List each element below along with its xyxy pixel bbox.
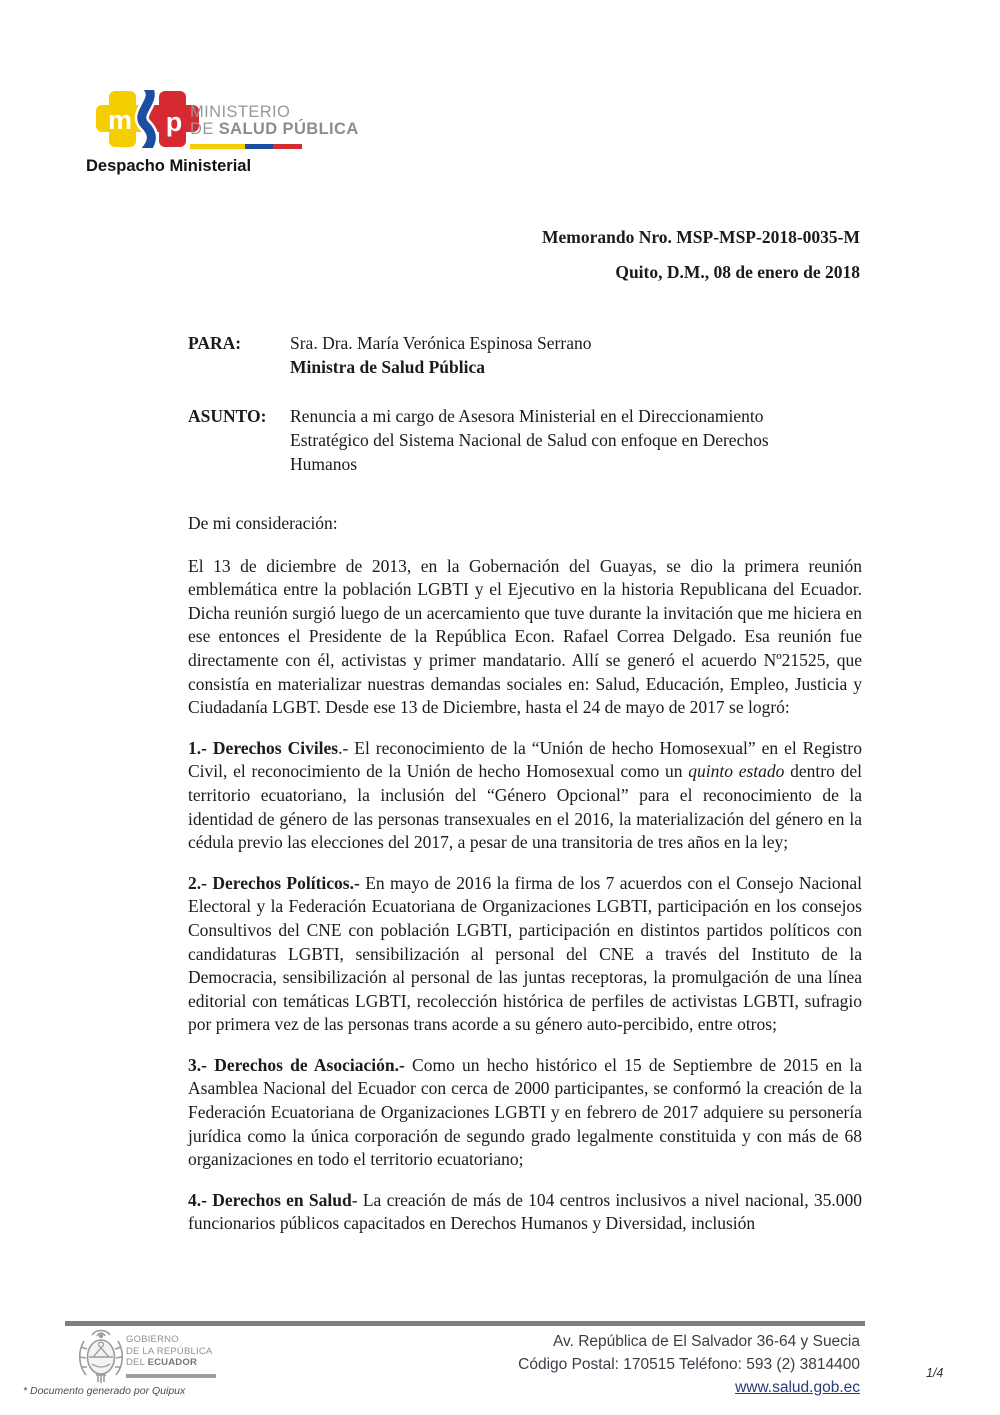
footer-postal-phone: Código Postal: 170515 Teléfono: 593 (2) 3814400 — [518, 1356, 860, 1373]
gov-line2: DE LA REPÚBLICA — [126, 1345, 213, 1357]
gov-line3: DEL ECUADOR — [126, 1357, 198, 1368]
msp-logo-icon — [95, 90, 200, 148]
recipient-name: Sra. Dra. María Verónica Espinosa Serrano — [290, 333, 592, 353]
ministry-brand — [95, 90, 359, 148]
ecuador-flag-stripe — [190, 144, 302, 149]
ecuador-coat-of-arms-icon — [72, 1327, 130, 1385]
paragraph-derechos-asociacion: 3.- Derechos de Asociación.- Como un hecho histórico el 15 de Septiembre de 2015 en la Asamblea Nacional del Ecuador con cerca de 2000 participantes, se conformó la creación de la Federación Ecuatoriana de Organizaciones LGBTI y en febrero de 2017 adquiere su personería jurídica como la única corporación de segundo grado legalmente constituida y con más de 68 organizaciones en todo el territorio ecuatoriano; — [188, 1054, 862, 1170]
para-row — [188, 331, 868, 379]
footer-divider — [65, 1321, 865, 1326]
para-label: PARA: — [188, 333, 242, 353]
government-wordmark — [126, 1334, 216, 1378]
memo-body — [188, 512, 862, 1253]
flag-blue-segment — [245, 144, 273, 149]
recipient-title: Ministra de Salud Pública — [290, 357, 485, 377]
gov-underline — [126, 1374, 216, 1378]
flag-yellow-segment — [190, 144, 245, 149]
paragraph-derechos-politicos: 2.- Derechos Políticos.- En mayo de 2016 la firma de los 7 acuerdos con el Consejo Nacional Electoral y la Federación Ecuatoriana de Organizaciones LGBTI, participación en los consejos Consultivos del CNE con población LGBTI, participación en distintos partidos políticos con candidaturas LGBTI, sensibilización al personal del CNE a través del Instituto de la Democracia, sensibilización al personal de las juntas receptoras, la promulgación de una línea editorial con temáticas LGBTI, recolección histórica de perfiles de activistas LGBTI, sufragio por primera vez de las personas trans acorde a su género auto-percibido, entre otros; — [188, 872, 862, 1035]
msp-logo-letter-p: p — [165, 107, 183, 137]
gov-line1: GOBIERNO — [126, 1334, 179, 1345]
asunto-row — [188, 404, 868, 476]
footer-contact-block — [400, 1330, 860, 1399]
salutation: De mi consideración: — [188, 513, 338, 533]
ministry-name-line1: MINISTERIO — [190, 103, 291, 121]
page-number: 1/4 — [926, 1366, 944, 1380]
memo-number: Memorando Nro. MSP-MSP-2018-0035-M — [541, 227, 860, 247]
paragraph-derechos-civiles: 1.- Derechos Civiles.- El reconocimiento de la “Unión de hecho Homosexual” en el Registro Civil, el reconocimiento de la Unión de hecho Homosexual como un quinto estado dentro del territorio ecuatoriano, la inclusión del “Género Opcional” para el reconocimiento de la identidad de género de las personas transexuales en el 2016, la materialización del género en la cédula previo las elecciones del 2017, a pesar de una transitoria de tres años en la ley; — [188, 737, 862, 853]
quipux-note: * Documento generado por Quipux — [23, 1385, 186, 1397]
memo-place-date: Quito, D.M., 08 de enero de 2018 — [615, 262, 860, 282]
footer-address: Av. República de El Salvador 36-64 y Suecia — [552, 1333, 860, 1350]
memo-heading — [300, 227, 860, 283]
ministry-name-line2: DE SALUD PÚBLICA — [190, 119, 359, 138]
para-value — [290, 331, 815, 379]
paragraph-derechos-salud: 4.- Derechos en Salud- La creación de más de 104 centros inclusivos a nivel nacional, 35.000 funcionarios públicos capacitados en Derechos Humanos y Diversidad, inclusión — [188, 1189, 862, 1234]
asunto-label: ASUNTO: — [188, 406, 267, 426]
department-title: Despacho Ministerial — [86, 157, 252, 175]
ministry-wordmark — [190, 104, 359, 149]
flag-red-segment — [273, 144, 302, 149]
footer-website-link[interactable]: www.salud.gob.ec — [735, 1379, 860, 1396]
msp-logo-letter-m: m — [107, 105, 133, 135]
paragraph-antecedentes: El 13 de diciembre de 2013, en la Gobernación del Guayas, se dio la primera reunión emblemática entre la población LGBTI y el Ejecutivo en la historia Republicana del Ecuador. Dicha reunión surgió luego de un acercamiento que tuve durante la invitación que me hiciera en ese entonces el Presidente de la República Econ. Rafael Correa Delgado. Esa reunión fue directamente con él, activistas y primer mandatario. Allí se generó el acuerdo Nº21525, que consistía en materializar nuestras demandas sociales en: Salud, Educación, Empleo, Justicia y Ciudadanía LGBT. Desde ese 13 de Diciembre, hasta el 24 de mayo de 2017 se logró: — [188, 555, 862, 718]
asunto-text: Renuncia a mi cargo de Asesora Ministerial en el Direccionamiento Estratégico del Sistema Nacional de Salud con enfoque en Derechos Humanos — [290, 406, 769, 474]
addressing-block — [188, 331, 868, 476]
